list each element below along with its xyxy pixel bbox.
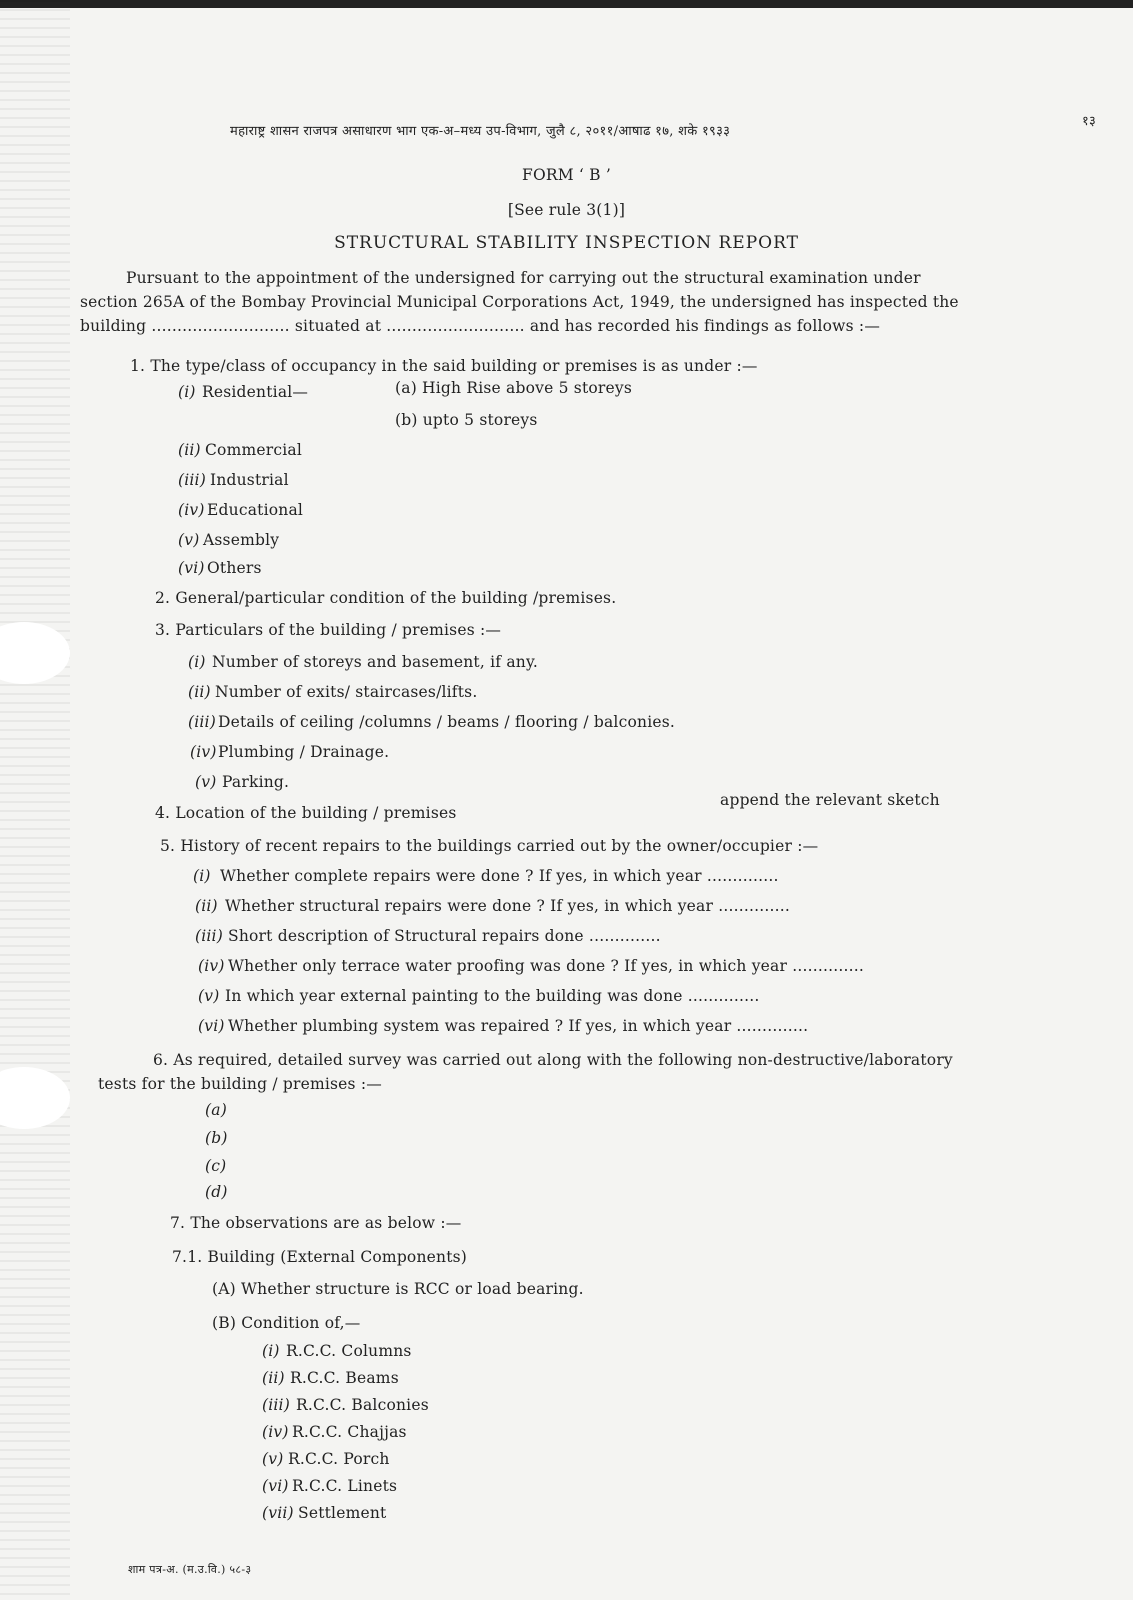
- component-vii: Settlement: [298, 1504, 387, 1522]
- component-v: R.C.C. Porch: [288, 1450, 390, 1468]
- component-iv-num: (iv): [262, 1423, 289, 1441]
- test-d: (d): [205, 1183, 228, 1201]
- section-5-iv: Whether only terrace water proofing was done ? If yes, in which year ..............: [228, 957, 865, 975]
- test-b: (b): [205, 1129, 228, 1147]
- section-5-vi: Whether plumbing system was repaired ? If yes, in which year ..............: [228, 1017, 809, 1035]
- section-5-iv-num: (iv): [198, 957, 225, 975]
- section-1-vi: Others: [207, 559, 262, 577]
- intro-line-1: Pursuant to the appointment of the undersigned for carrying out the structural examination under: [126, 269, 921, 287]
- section-7-1: 7.1. Building (External Components): [172, 1248, 468, 1266]
- section-1-v: Assembly: [203, 531, 280, 549]
- section-3-v: Parking.: [222, 773, 290, 791]
- section-5-ii: Whether structural repairs were done ? If yes, in which year ..............: [225, 897, 790, 915]
- test-a: (a): [205, 1101, 227, 1119]
- test-c: (c): [205, 1157, 227, 1175]
- gazette-header: महाराष्ट्र शासन राजपत्र असाधारण भाग एक-अ–मध्य उप-विभाग, जुलै ८, २०११/आषाढ १७, शके १९३३: [230, 124, 731, 139]
- section-5-iii-num: (iii): [195, 927, 223, 945]
- section-3-iii: Details of ceiling /columns / beams / flooring / balconies.: [218, 713, 676, 731]
- section-3-iv-num: (iv): [190, 743, 217, 761]
- section-1-ii: Commercial: [205, 441, 303, 459]
- component-vii-num: (vii): [262, 1504, 294, 1522]
- section-1-i-a: (a) High Rise above 5 storeys: [395, 379, 632, 397]
- section-1-i: Residential—: [202, 383, 309, 401]
- section-1-iv-num: (iv): [178, 501, 205, 519]
- section-1: 1. The type/class of occupancy in the said building or premises is as under :—: [130, 357, 758, 375]
- section-1-iii-num: (iii): [178, 471, 206, 489]
- section-3-i-num: (i): [188, 653, 206, 671]
- section-5-v-num: (v): [198, 987, 220, 1005]
- page-number: १३: [1082, 114, 1097, 129]
- report-title: STRUCTURAL STABILITY INSPECTION REPORT: [334, 233, 799, 253]
- section-7-1-b: (B) Condition of,—: [212, 1314, 361, 1332]
- footer-code: शाम पत्र-अ. (म.उ.वि.) ५८-३: [128, 1563, 252, 1576]
- section-1-i-num: (i): [178, 383, 196, 401]
- section-3-iii-num: (iii): [188, 713, 216, 731]
- component-i-num: (i): [262, 1342, 280, 1360]
- component-i: R.C.C. Columns: [286, 1342, 412, 1360]
- intro-line-3: building ........................... situated at ........................... and has recorded his findings as follows :—: [80, 317, 881, 335]
- section-3-i: Number of storeys and basement, if any.: [212, 653, 538, 671]
- section-5-iii: Short description of Structural repairs done ..............: [228, 927, 661, 945]
- see-rule: [See rule 3(1)]: [507, 201, 626, 219]
- section-1-v-num: (v): [178, 531, 200, 549]
- section-5-i: Whether complete repairs were done ? If yes, in which year ..............: [220, 867, 779, 885]
- section-1-iv: Educational: [207, 501, 304, 519]
- section-7: 7. The observations are as below :—: [170, 1214, 462, 1232]
- section-1-i-b: (b) upto 5 storeys: [395, 411, 538, 429]
- section-4-note: append the relevant sketch: [720, 791, 940, 809]
- section-2: 2. General/particular condition of the building /premises.: [155, 589, 617, 607]
- form-name: FORM ‘ B ’: [521, 166, 612, 184]
- section-3: 3. Particulars of the building / premises :—: [155, 621, 502, 639]
- section-4: 4. Location of the building / premises: [155, 804, 457, 822]
- section-5-vi-num: (vi): [198, 1017, 225, 1035]
- section-5-v: In which year external painting to the building was done ..............: [225, 987, 760, 1005]
- component-iii-num: (iii): [262, 1396, 290, 1414]
- section-3-ii-num: (ii): [188, 683, 211, 701]
- section-6-line-2: tests for the building / premises :—: [98, 1075, 382, 1093]
- section-5-i-num: (i): [193, 867, 211, 885]
- section-1-iii: Industrial: [210, 471, 289, 489]
- intro-line-2: section 265A of the Bombay Provincial Municipal Corporations Act, 1949, the undersigned has inspected the: [80, 293, 959, 311]
- scan-edge: [0, 0, 1133, 8]
- component-v-num: (v): [262, 1450, 284, 1468]
- section-5: 5. History of recent repairs to the buildings carried out by the owner/occupier :—: [160, 837, 819, 855]
- section-5-ii-num: (ii): [195, 897, 218, 915]
- component-ii: R.C.C. Beams: [290, 1369, 399, 1387]
- section-1-vi-num: (vi): [178, 559, 205, 577]
- section-3-v-num: (v): [195, 773, 217, 791]
- section-6-line-1: 6. As required, detailed survey was carried out along with the following non-destructive/laboratory: [153, 1051, 953, 1069]
- section-1-ii-num: (ii): [178, 441, 201, 459]
- component-vi: R.C.C. Linets: [292, 1477, 398, 1495]
- section-3-iv: Plumbing / Drainage.: [218, 743, 390, 761]
- section-3-ii: Number of exits/ staircases/lifts.: [215, 683, 478, 701]
- component-vi-num: (vi): [262, 1477, 289, 1495]
- section-7-1-a: (A) Whether structure is RCC or load bearing.: [212, 1280, 584, 1298]
- component-iii: R.C.C. Balconies: [296, 1396, 429, 1414]
- component-iv: R.C.C. Chajjas: [292, 1423, 407, 1441]
- component-ii-num: (ii): [262, 1369, 285, 1387]
